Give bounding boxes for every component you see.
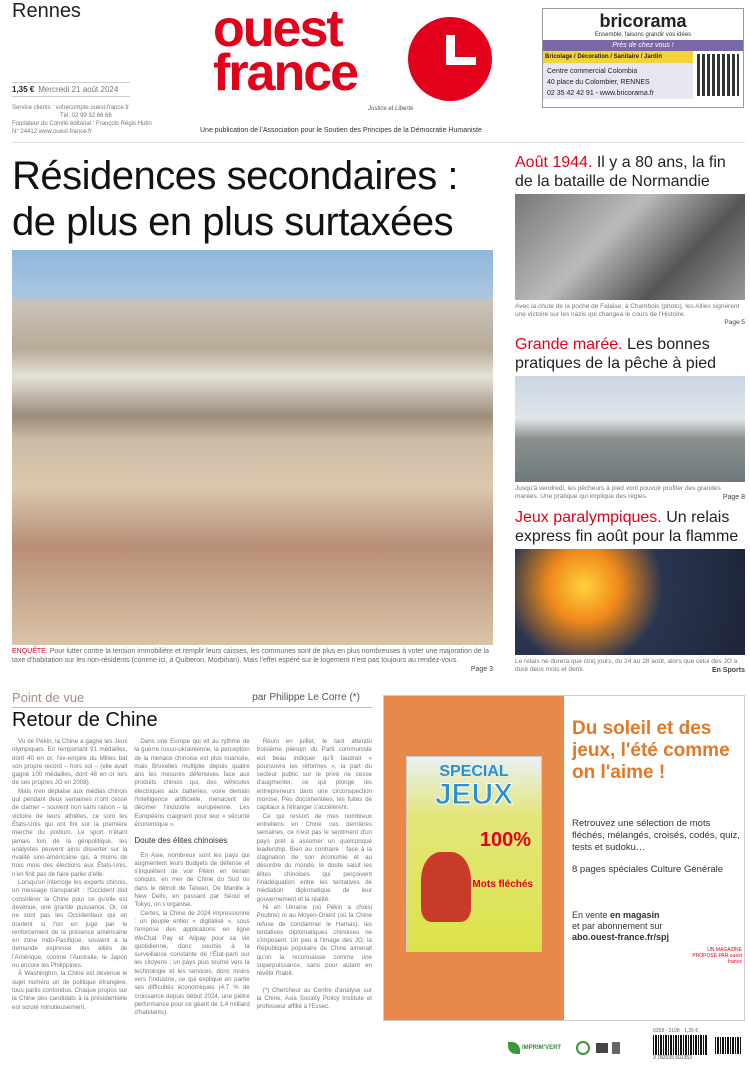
caption-label: ENQUÊTE.: [12, 648, 48, 655]
ad-brand: bricorama: [599, 11, 687, 31]
ouest-france-logo[interactable]: [213, 2, 493, 107]
service-line: Service clients : votrecompte.ouest-france.fr: [12, 105, 130, 111]
magazine-cover: [406, 756, 542, 952]
fishing-photo: [515, 376, 745, 482]
mag-feature: Mots fléchés: [472, 879, 533, 890]
paragraph: Ce qui ressort de mes nombreux entretiens en Chine ces dernières semaines, ce n'est pas le sentiment d'un pays prêt à assumer un quelconque leadership. Bien au contraire : face à la stagnation de son économie et au désordre du monde, le doute saisit les élites chinoises qui perçoivent l'inadéquation entre les tentatives de médiation diplomatique de leur gouvernement et la réalité.: [256, 812, 372, 903]
service-info: [12, 104, 192, 136]
main-caption: [12, 647, 493, 674]
paragraph: Ni en Ukraine (où Pékin a choisi Poutine) ni au Moyen-Orient (où la Chine refuse de condamner le Hamas), les tentatives diplomatiques chinoises ne s'imposent. Un peu à l'image des JO, la République populaire de Chine aimerait qu'on la reconnaisse comme une superpuissance, sans pour autant en revêtir l'habit.: [256, 903, 372, 978]
parrot-icon: [421, 852, 471, 922]
motto: Justice et Liberté: [368, 106, 414, 112]
paragraph: Dans une Europe qui vit au rythme de la guerre russo-ukrainienne, la perception de la menace chinoise est plus nuancée, mais Bruxelles multiplie depuis quatre ans les mesures défensives face aux produits chinois qui, des véhicules électriques aux batteries, voire demain l'intelligence artificielle, menacent de décimer l'industrie européenne. Les Européens craignent pour leur « sécurité économique ».: [134, 738, 250, 828]
flame-photo: [515, 549, 745, 655]
ad-url[interactable]: abo.ouest-france.fr/spj: [572, 932, 670, 942]
ad-address: [543, 63, 693, 99]
service-line: Fondateur du Comité éditorial : François Régis Hutin: [12, 121, 152, 127]
side-story-paralympiques[interactable]: [515, 508, 745, 674]
paragraph: Mais n'en déplaise aux médias chinois qui pendant deux semaines n'ont cessé de clamer – souvent non sans raison – la victoire de leurs athlètes, ce sont les États-Unis qui ont fini sur la première marche du podium. Le sport n'étant jamais loin de la géopolitique, les analystes peuvent ainsi disserter sur la rivalité sino-américaine qui, à moins de trois mois des élections aux États-Unis, n'en finit pas de faire parler d'elle.: [12, 787, 128, 878]
author: par Philippe Le Corre (*): [252, 692, 360, 703]
side-story-maree[interactable]: [515, 335, 745, 501]
ad-orange-panel: [384, 696, 564, 1020]
mag-title: JEUX: [434, 778, 514, 811]
war-photo: [515, 194, 745, 300]
mag-title: SPECIAL: [439, 763, 509, 780]
barcode-number: 3 782035 601353: [653, 1055, 692, 1061]
edition-name: Rennes: [12, 0, 81, 22]
logo-line2: france: [213, 44, 358, 102]
logo-line1: ouest: [213, 0, 342, 58]
qr-code-icon[interactable]: [697, 54, 739, 96]
service-line: N° 24412 www.ouest-france.fr: [12, 129, 92, 135]
imprimvert-label: IMPRIM'VERT: [522, 1045, 562, 1051]
subhead: Doute des élites chinoises: [134, 836, 228, 846]
special-jeux-ad[interactable]: [383, 695, 745, 1021]
beach-photo: [12, 250, 493, 645]
main-headline[interactable]: [12, 153, 458, 245]
opinion-body: [12, 738, 372, 1062]
ad-publisher-badge: UN MAGAZINE PROPOSÉ PAR ouest france: [692, 947, 742, 965]
ad-categories: Bricolage / Décoration / Sanitaire / Jardin: [543, 51, 693, 63]
ad-text: 8 pages spéciales Culture Générale: [572, 864, 724, 875]
page-ref[interactable]: En Sports: [711, 667, 745, 674]
page-ref[interactable]: Page 5: [724, 319, 745, 326]
date: Mercredi 21 août 2024: [38, 85, 119, 94]
ad-address-line: Centre commercial Colombia: [547, 68, 638, 75]
ad-tagline: Ensemble, faisons grandir vos idées: [594, 32, 692, 38]
ad-text: Retrouvez une sélection de mots fléchés, mélangés, croisés, codés, quiz, tests et sudoku…: [572, 818, 740, 853]
story-title: Il y a 80 ans, la fin de la bataille de Normandie: [515, 154, 726, 190]
footer: [508, 1028, 745, 1062]
caption-text: Pour lutter contre la tension immobilière et remplir leurs caisses, les communes sont de plus en plus nombreuses à voter une majoration de la taxe d'habitation sur les non-résidents (comme ici, à Quiberon, Morbihan). Mais l'effet espéré sur le logement n'est pas toujours au rendez-vous.: [12, 648, 490, 664]
paragraph: À Washington, la Chine est devenue le sujet numéro un de politique étrangère, tous partis confondus. Chaque propos sur la Chine des candidats à la présidentielle est scruté minutieusement.: [12, 970, 128, 1011]
ad-address-line: 40 place du Colombier, RENNES: [547, 79, 650, 86]
section-label: Point de vue: [12, 690, 85, 705]
paragraph: Certes, la Chine de 2024 impressionne : un peuple entier « digitalisé », sous l'emprise des applications en ligne WeChat Pay et Alipay pour sa vie quotidienne, donc soumis à la surveillance constante de l'État-parti sur les citoyens ; un pays plus tourné vers la technologie et les services, donc moins vers l'industrie, ce qui explique en partie ses difficultés économiques (4,7 % de croissance depuis début 2024, une piètre performance pour ce géant de 1,4 milliard d'habitants).: [134, 909, 250, 1017]
section-point-de-vue: [12, 690, 372, 708]
trash-icon: [612, 1042, 620, 1054]
ad-text: en magasin: [610, 910, 660, 920]
leaf-icon: [508, 1042, 520, 1054]
kicker: Grande marée.: [515, 336, 623, 353]
caption: Avec la chute de la poche de Falaise, à Chambois (photo), les Alliés signèrent une victoire sur les nazis qui changea le cours de l'Histoire.: [515, 303, 740, 318]
service-line: Tél. 02 99 32 66 66: [60, 113, 112, 119]
caption: Jusqu'à vendredi, les pêcheurs à pied vont pouvoir profiter des grandes marées. Une pratique qui implique des règles.: [515, 485, 721, 500]
barcode: [653, 1035, 708, 1055]
headline-line: de plus en plus surtaxées: [12, 200, 454, 244]
bricorama-ad[interactable]: [542, 8, 744, 108]
recycle-icon: [576, 1041, 590, 1055]
side-story-normandie[interactable]: [515, 153, 745, 327]
ad-contact: 02 35 42 42 91 - www.bricorama.fr: [547, 90, 654, 97]
ad-text: et par abonnement sur: [572, 921, 663, 931]
caption: Le relais ne durera que cinq jours, du 24 au 28 août, alors que celui des JO a duré deux mois et demi.: [515, 658, 738, 673]
paragraph: En Asie, nombreux sont les pays qui augmentent leurs budgets de défense et s'inquiètent de voir Pékin en terrain conquis, en mer de Chine du Sud ou dans le détroit de Taïwan. De Manille à New Delhi, en passant par Séoul et Tokyo, on s'organise.: [134, 851, 250, 909]
story-title: Les bonnes pratiques de la pêche à pied: [515, 336, 717, 372]
page-ref[interactable]: Page 8: [722, 494, 745, 501]
print-icon: [596, 1043, 608, 1053]
price: 1,35 €: [12, 85, 35, 94]
paragraph: Lorsqu'on interroge les experts chinois, un message transparaît : l'Occident doit considérer la Chine pour ce qu'elle est devenue, une grande puissance. Or, ce ne sont pas les Occidentaux qui en doutent si l'on en juge par le renforcement de la présence américaine en zone Indo-Pacifique, souvent à la demande expresse des alliés de l'Amérique, comme l'Australie, le Japon ou encore les Philippines.: [12, 879, 128, 970]
page-ref[interactable]: Page 3: [470, 666, 493, 673]
price-date: [12, 82, 130, 97]
paragraph: Réuni en juillet, le tant attendu troisième plénum du Parti communiste eut beau indiquer qu'il faudrait « poursuivre les réformes », la part du secteur public sur le privé ne cesse d'augmenter, ce qui plonge les entrepreneurs dans une circonspection morose. Peu documentées, les fuites de capitaux à l'étranger s'accélèrent.: [256, 738, 372, 812]
footnote: (*) Chercheur au Centre d'analyse sur la Chine, Asia Society Policy Institute et professeur affilié à l'Essec.: [256, 986, 372, 1011]
paragraph: Vu de Pékin, la Chine a gagné les Jeux olympiques. En remportant 91 médailles, dont 40 en or, l'ex-empire du Milieu bat son propre record – hors sol – (elle avait gagné 100 médailles, dont 48 en or lors de ses propres JO en 2008).: [12, 738, 128, 787]
mag-badge: 100%: [479, 829, 531, 851]
ad-headline: Du soleil et des jeux, l'été comme on l'aime !: [572, 718, 730, 783]
ad-text: En vente: [572, 910, 611, 920]
association-line: Une publication de l'Association pour le Soutien des Principes de la Démocratie Humaniste: [200, 127, 482, 134]
ad-band: Près de chez vous !: [543, 40, 743, 51]
kicker: Août 1944.: [515, 154, 593, 171]
divider: [12, 142, 745, 143]
opinion-title[interactable]: Retour de Chine: [12, 709, 158, 731]
logo-circle-icon: [408, 17, 492, 101]
issn: 0358 - 2108 - 1,35 €: [653, 1028, 699, 1034]
story-title: Un relais express fin août pour la flamme: [515, 509, 739, 545]
kicker: Jeux paralympiques.: [515, 509, 662, 526]
addon-barcode: [715, 1037, 741, 1054]
headline-line: Résidences secondaires :: [12, 154, 459, 198]
